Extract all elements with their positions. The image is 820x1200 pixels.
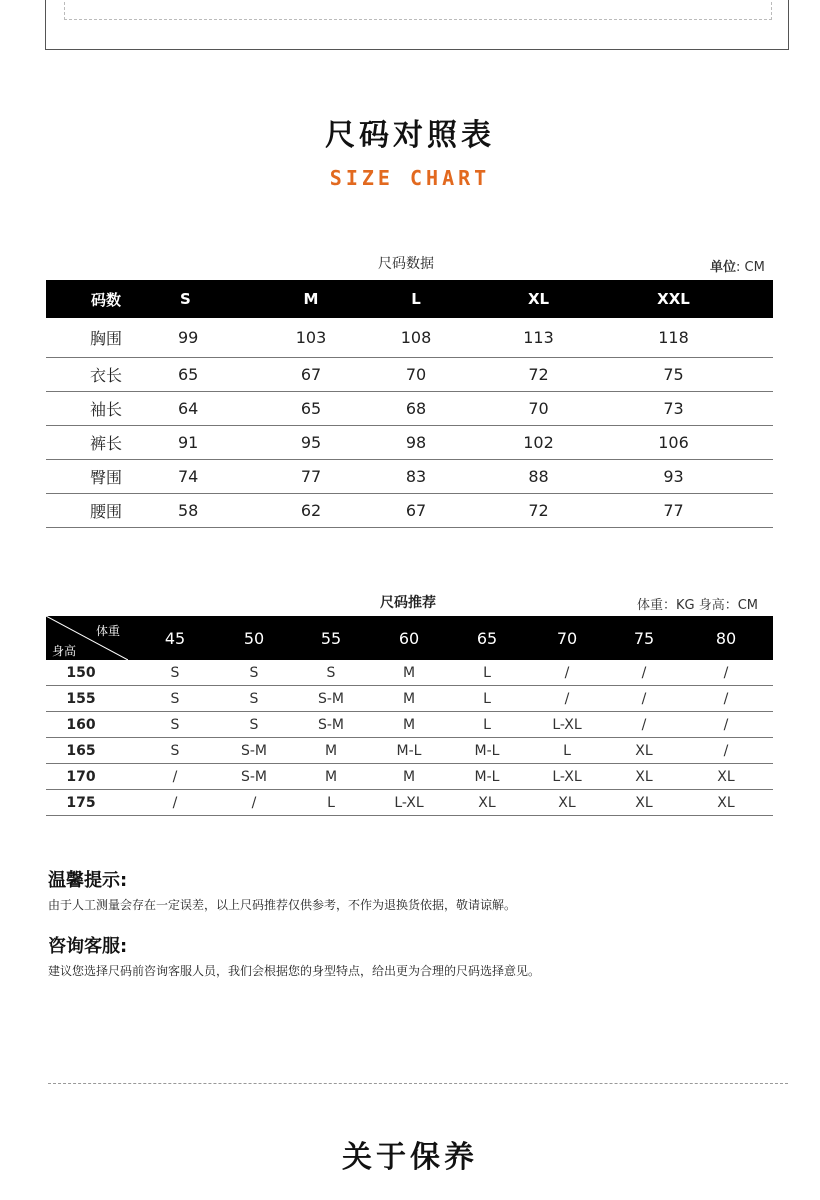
column-header-size: S (180, 290, 191, 308)
recommended-size: XL (717, 768, 735, 785)
recommended-size: M-L (474, 768, 500, 785)
size-data-caption: 尺码数据 (378, 256, 434, 272)
table-row (46, 712, 773, 738)
recommended-size: S (170, 690, 180, 707)
table-row (46, 392, 773, 426)
column-header-size: XXL (657, 290, 690, 308)
weight-header: 55 (320, 628, 342, 648)
recommended-size: M-L (396, 742, 422, 759)
recommended-size: S-M (317, 690, 345, 707)
measure-value: 73 (663, 399, 684, 418)
recommended-size: L (327, 794, 335, 811)
measure-label: 臀围 (89, 468, 122, 487)
recommended-size: S (170, 664, 180, 681)
height-label: 160 (66, 716, 96, 733)
height-label: 155 (66, 690, 96, 707)
previous-section-inner (64, 0, 772, 20)
table-row (46, 790, 773, 816)
service-tip-title: 咨询客服: (48, 936, 128, 957)
recommended-size: XL (635, 768, 653, 785)
size-chart-subtitle: SIZE CHART (329, 166, 491, 190)
weight-header: 65 (476, 628, 498, 648)
measure-value: 75 (663, 365, 684, 384)
recommended-size: / (172, 794, 178, 811)
height-label: 165 (66, 742, 96, 759)
recommended-size: S-M (317, 716, 345, 733)
recommended-size: / (641, 716, 647, 733)
recommended-size: M (324, 768, 338, 785)
table-row (46, 460, 773, 494)
recommended-size: M-L (474, 742, 500, 759)
table-row (46, 358, 773, 392)
measure-value: 58 (178, 501, 199, 520)
recommended-size: / (641, 690, 647, 707)
measure-value: 65 (178, 365, 199, 384)
recommended-size: M (402, 690, 416, 707)
table-row (46, 738, 773, 764)
measure-value: 99 (178, 328, 199, 347)
measure-value: 103 (295, 328, 327, 347)
measure-value: 98 (405, 433, 427, 452)
recommended-size: L (483, 690, 491, 707)
height-label: 170 (66, 768, 96, 785)
measure-value: 67 (300, 365, 322, 384)
recommended-size: S (170, 716, 180, 733)
measure-value: 62 (300, 501, 322, 520)
weight-header: 60 (398, 628, 420, 648)
measure-value: 74 (178, 467, 199, 486)
height-label: 175 (66, 794, 96, 811)
service-tip-text: 建议您选择尺码前咨询客服人员，我们会根据您的身型特点，给出更为合理的尺码选择意见。 (48, 964, 541, 978)
recommended-size: S-M (240, 768, 268, 785)
measure-value: 93 (663, 467, 684, 486)
recommended-size: S (170, 742, 180, 759)
table-row (46, 686, 773, 712)
measure-value: 68 (405, 399, 427, 418)
corner-height-label: 身高 (52, 644, 77, 658)
recommended-size: / (723, 690, 729, 707)
measure-value: 108 (400, 328, 432, 347)
measure-value: 72 (528, 501, 549, 520)
recommended-size: / (564, 664, 570, 681)
weight-header: 45 (164, 628, 186, 648)
care-section-title: 关于保养 (342, 1140, 478, 1175)
measure-label: 衣长 (89, 366, 122, 385)
measure-value: 67 (405, 501, 427, 520)
recommended-size: L (563, 742, 571, 759)
section-divider (48, 1083, 788, 1084)
height-label: 150 (66, 664, 96, 681)
recommended-size: S (249, 690, 259, 707)
recommended-size: M (402, 768, 416, 785)
recommended-size: L-XL (552, 768, 582, 785)
measure-label: 腰围 (89, 502, 122, 521)
measure-value: 118 (658, 328, 689, 347)
table-row (46, 764, 773, 790)
recommended-size: / (564, 690, 570, 707)
table-row (46, 426, 773, 460)
measure-value: 70 (528, 399, 549, 418)
measure-value: 70 (405, 365, 427, 384)
measure-value: 77 (663, 501, 684, 520)
recommended-size: XL (635, 794, 653, 811)
measure-value: 72 (528, 365, 549, 384)
recommended-size: / (723, 664, 729, 681)
measure-value: 64 (178, 399, 199, 418)
size-recommend-table (46, 616, 773, 816)
recommended-size: XL (478, 794, 496, 811)
recommended-size: L (483, 716, 491, 733)
size-recommend-header (46, 616, 773, 660)
recommended-size: M (402, 716, 416, 733)
recommended-size: / (723, 716, 729, 733)
size-chart-title: 尺码对照表 (325, 118, 495, 153)
measure-label: 胸围 (89, 329, 122, 348)
measure-value: 65 (300, 399, 322, 418)
recommended-size: XL (558, 794, 576, 811)
previous-section-frame (45, 0, 789, 50)
recommended-size: M (324, 742, 338, 759)
recommended-size: / (251, 794, 257, 811)
weight-header: 70 (556, 628, 578, 648)
recommended-size: / (172, 768, 178, 785)
weight-header: 80 (715, 628, 737, 648)
column-header-size: XL (527, 290, 550, 308)
measure-label: 袖长 (89, 400, 122, 419)
measure-value: 88 (528, 467, 549, 486)
weight-header: 50 (243, 628, 265, 648)
recommended-size: / (723, 742, 729, 759)
column-header-size: L (411, 290, 421, 308)
recommended-size: S (326, 664, 336, 681)
table-row (46, 318, 773, 358)
weight-header: 75 (633, 628, 655, 648)
warm-tip-title: 温馨提示: (48, 870, 128, 891)
measure-value: 113 (523, 328, 554, 347)
size-data-header (46, 280, 773, 318)
recommended-size: / (641, 664, 647, 681)
warm-tip-text: 由于人工测量会存在一定误差，以上尺码推荐仅供参考，不作为退换货依据，敬请谅解。 (48, 898, 517, 912)
recommended-size: L (483, 664, 491, 681)
column-header-label: 码数 (90, 290, 121, 309)
size-recommend-caption: 尺码推荐 (380, 595, 436, 611)
recommended-size: S (249, 664, 259, 681)
size-data-table (46, 280, 773, 528)
measure-value: 77 (300, 467, 322, 486)
column-header-size: M (303, 290, 319, 308)
recommended-size: XL (717, 794, 735, 811)
measure-label: 裤长 (89, 434, 122, 453)
measure-value: 83 (405, 467, 427, 486)
table-row (46, 660, 773, 686)
size-recommend-unit: 体重：KG 身高：CM (637, 598, 759, 613)
corner-weight-label: 体重 (96, 624, 121, 638)
measure-value: 106 (658, 433, 689, 452)
recommended-size: L-XL (552, 716, 582, 733)
measure-value: 95 (300, 433, 322, 452)
recommended-size: L-XL (394, 794, 424, 811)
size-data-unit: 单位: CM (710, 260, 765, 275)
recommended-size: M (402, 664, 416, 681)
recommended-size: S-M (240, 742, 268, 759)
measure-value: 102 (523, 433, 554, 452)
table-row (46, 494, 773, 528)
recommended-size: XL (635, 742, 653, 759)
recommended-size: S (249, 716, 259, 733)
measure-value: 91 (178, 433, 199, 452)
